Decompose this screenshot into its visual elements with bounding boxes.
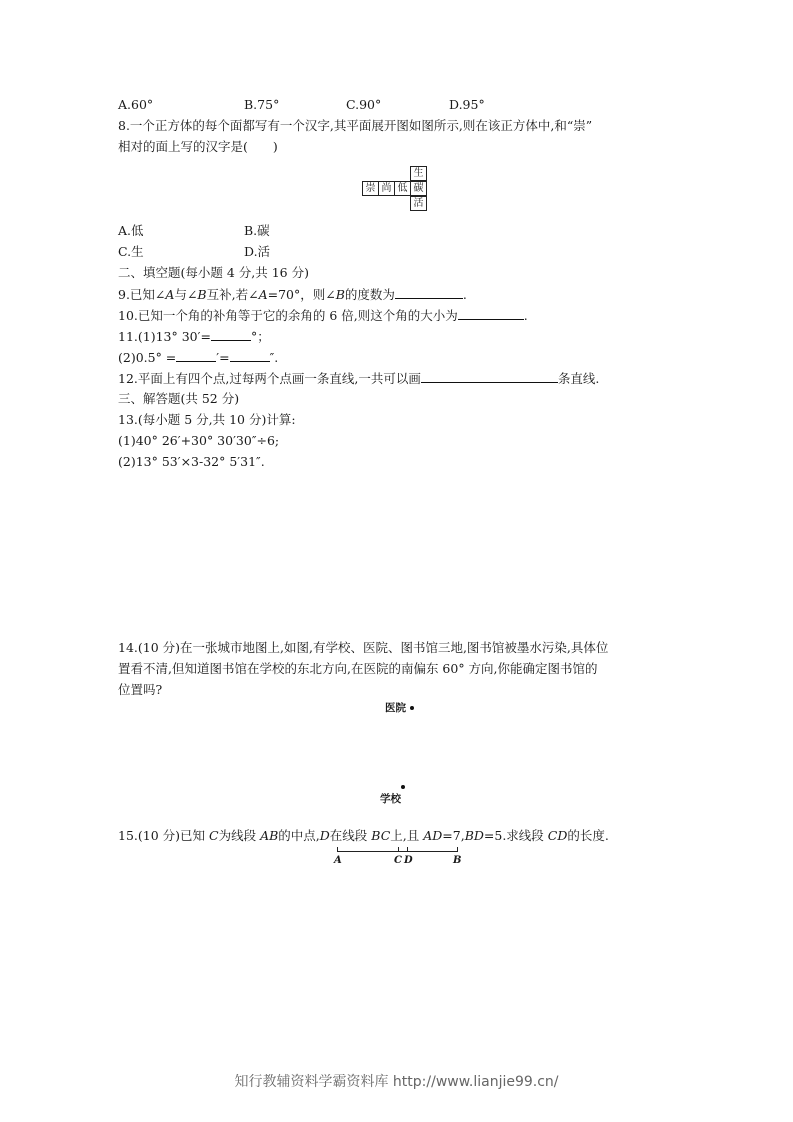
q15-text: 15.(10 分)已知	[118, 828, 209, 843]
q7-option-b: B.75°	[244, 97, 280, 112]
point-label-d: D	[404, 855, 413, 866]
q9-text: 9.已知∠	[118, 287, 166, 302]
var-ad: AD	[423, 828, 443, 843]
net-cell-huo: 活	[410, 196, 427, 211]
q12-answer-blank[interactable]	[421, 370, 558, 383]
net-cell-chong: 崇	[362, 181, 379, 196]
q8-stem-line1: 8.一个正方体的每个面都写有一个汉字,其平面展开图如图所示,则在该正方体中,和“崇”	[118, 118, 593, 133]
q8-option-b: B.碳	[244, 223, 270, 238]
tick-b	[457, 847, 458, 852]
q13-part2: (2)13° 53′×3-32° 5′31″.	[118, 454, 265, 469]
var-a: A	[258, 287, 268, 302]
q11-text: (2)0.5° =	[118, 350, 177, 365]
school-point	[401, 785, 405, 789]
var-a: A	[165, 287, 175, 302]
q12-line	[118, 370, 599, 387]
q11-part1-line	[118, 328, 270, 345]
q12-text: 12.平面上有四个点,过每两个点画一条直线,一共可以画	[118, 371, 421, 386]
q13-stem: 13.(每小题 5 分,共 10 分)计算:	[118, 412, 296, 427]
q9-text: 的度数为	[344, 287, 395, 302]
q14-line3: 位置吗?	[118, 682, 163, 697]
cube-net-figure	[362, 164, 432, 214]
var-b: B	[197, 287, 207, 302]
q11-part1-blank[interactable]	[211, 328, 251, 341]
point-label-b: B	[453, 855, 462, 866]
section-2-title: 二、填空题(每小题 4 分,共 16 分)	[118, 265, 309, 280]
tick-c	[398, 847, 399, 852]
q11-part2-blank-minutes[interactable]	[176, 349, 216, 362]
map-label-school: 学校	[380, 793, 401, 805]
point-label-c: C	[394, 855, 402, 866]
hospital-point	[410, 706, 414, 710]
var-bd: BD	[464, 828, 484, 843]
q9-line	[118, 286, 467, 303]
var-d: D	[319, 828, 330, 843]
q11-text: 11.(1)13° 30′=	[118, 329, 211, 344]
q9-text: =70°，则∠	[267, 287, 336, 302]
q9-text: .	[462, 287, 467, 302]
q10-text: .	[523, 308, 528, 323]
q9-text: 互补,若∠	[206, 287, 259, 302]
q7-option-c: C.90°	[346, 97, 382, 112]
var-ab: AB	[260, 828, 279, 843]
q15-text: 在线段	[329, 828, 372, 843]
q15-text: 的中点,	[278, 828, 320, 843]
q10-answer-blank[interactable]	[458, 307, 524, 320]
net-cell-di: 低	[394, 181, 411, 196]
q15-text: 上,且	[390, 828, 424, 843]
var-bc: BC	[371, 828, 391, 843]
section-3-title: 三、解答题(共 52 分)	[118, 391, 240, 406]
q10-line	[118, 307, 528, 324]
q8-option-c: C.生	[118, 244, 144, 259]
q15-text: =7,	[442, 828, 465, 843]
var-b: B	[335, 287, 345, 302]
q9-answer-blank[interactable]	[395, 286, 463, 299]
var-cd: CD	[547, 828, 568, 843]
q9-text: 与∠	[174, 287, 198, 302]
q15-line	[118, 828, 609, 844]
q8-option-a: A.低	[118, 223, 144, 238]
net-cell-sheng: 生	[410, 166, 427, 181]
q8-stem-line2: 相对的面上写的汉字是( )	[118, 139, 278, 154]
point-label-a: A	[334, 855, 342, 866]
segment-ab	[337, 851, 457, 852]
q10-text: 10.已知一个角的补角等于它的余角的 6 倍,则这个角的大小为	[118, 308, 458, 323]
q13-part1: (1)40° 26′+30° 30′30″÷6;	[118, 433, 280, 448]
var-c: C	[209, 828, 219, 843]
map-label-hospital: 医院	[385, 702, 406, 714]
q11-part2-blank-seconds[interactable]	[230, 349, 270, 362]
q7-option-a: A.60°	[118, 97, 154, 112]
q11-text: ′=	[216, 350, 230, 365]
q15-text: 为线段	[218, 828, 261, 843]
q7-option-d: D.95°	[449, 97, 485, 112]
net-cell-shang: 尚	[378, 181, 395, 196]
q15-text: 的长度.	[567, 828, 609, 843]
q14-line2: 置看不清,但知道图书馆在学校的东北方向,在医院的南偏东 60° 方向,你能确定图书馆的	[118, 661, 598, 676]
footer-watermark: 知行教辅资料学霸资料库 http://www.lianjie99.cn/	[234, 1074, 559, 1090]
q14-line1: 14.(10 分)在一张城市地图上,如图,有学校、医院、图书馆三地,图书馆被墨水污染,具体位	[118, 640, 609, 655]
q12-text: 条直线.	[557, 371, 600, 386]
net-cell-tan: 碳	[410, 181, 427, 196]
q15-text: =5.求线段	[483, 828, 548, 843]
q8-option-d: D.活	[244, 244, 271, 259]
tick-a	[337, 847, 338, 852]
q11-part2-line	[118, 349, 278, 366]
tick-d	[407, 847, 408, 852]
q11-text: ″.	[269, 350, 279, 365]
q11-text: °；	[250, 329, 270, 344]
